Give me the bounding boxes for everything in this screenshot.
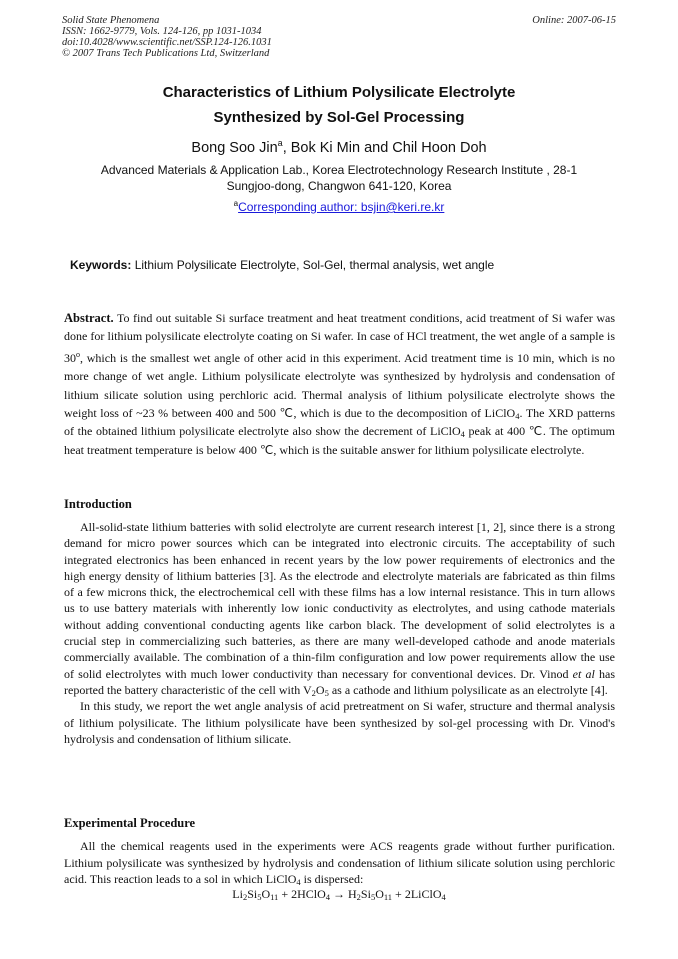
intro-text: as a cathode and lithium polysilicate as an electrolyte [4]. — [328, 682, 608, 697]
journal-header — [62, 15, 616, 59]
eq-part: + 2HClO — [278, 887, 326, 901]
experimental-heading: Experimental Procedure — [64, 816, 196, 830]
eq-part: Si — [360, 887, 371, 901]
doi-line: doi:10.4028/www.scientific.net/SSP.124-126.1031 — [62, 37, 272, 48]
eq-sub: 5 — [370, 892, 376, 902]
eq-sub: 11 — [383, 892, 393, 902]
other-authors: , Bok Ki Min and Chil Hoon Doh — [282, 139, 487, 156]
introduction-paragraph-1 — [64, 519, 615, 698]
introduction-body — [64, 519, 615, 747]
corresponding-author-link[interactable]: Corresponding author: bsjin@keri.re.kr — [238, 200, 445, 214]
experimental-body — [64, 838, 615, 888]
title-line-1: Characteristics of Lithium Polysilicate Electrolyte — [162, 84, 516, 101]
issn-line: ISSN: 1662-9779, Vols. 124-126, pp 1031-1034 — [62, 26, 262, 37]
keywords-text: Lithium Polysilicate Electrolyte, Sol-Gel, thermal analysis, wet angle — [131, 258, 495, 272]
eq-part: + 2LiClO — [392, 887, 442, 901]
intro-text: O — [315, 682, 325, 697]
eq-part: O — [261, 887, 271, 901]
intro-text: All-solid-state lithium batteries with solid electrolyte are current research interest [1, 2], since there is a strong demand for micro power sources which can be integrated into electronic circuits. The acceptability of such integrated electronics has been enhanced in recent years by the low power requirements of electronics and the high energy density of lithium batteries [3]. As the electrode and electrolyte materials are fabricated as thin films of a few microns thick, the electrochemical cell with these films has a low internal resistance. This in turn allows us to use battery materials with inherently low ionic conductivity as electrolytes, and using cathode materials without adding conventional conducting agents like carbon black. The development of solid electrolytes is a crucial step in commercializing such batteries, as there are many well-developed cathode and anode materials commercially available. The combination of a thin-film configuration and low power requirements allow the use of solid electrolytes with much lower conductivity than necessary for conventional devices. Dr. Vinod — [64, 520, 615, 681]
author-list — [40, 138, 638, 156]
journal-name: Solid State Phenomena — [62, 15, 160, 26]
abstract-text-4: peak at 400 ℃. The optimum heat treatment temperature is below 400 ℃, which is the suitable answer for lithium polysilicate electrolyte. — [64, 424, 615, 457]
eq-sub: 2 — [356, 892, 361, 902]
subscript: 4 — [460, 429, 465, 440]
keywords — [70, 258, 638, 272]
subscript: 4 — [515, 411, 520, 422]
eq-part: Si — [247, 887, 258, 901]
et-al: et al — [572, 666, 595, 681]
first-author-marker: a — [277, 138, 283, 148]
title-line-2: Synthesized by Sol-Gel Processing — [213, 109, 465, 126]
eq-part: O — [375, 887, 384, 901]
eq-sub: 11 — [270, 892, 279, 902]
experimental-text: is dispersed: — [300, 872, 364, 887]
affiliation-line-2: Sungjoo-dong, Changwon 641-120, Korea — [226, 178, 452, 193]
eq-part: → H — [330, 887, 357, 901]
copyright-line: © 2007 Trans Tech Publications Ltd, Switzerland — [62, 48, 270, 59]
corresponding-author — [40, 199, 638, 214]
abstract-text-1: To find out suitable Si surface treatment and heat treatment conditions, acid treatment of Si wafer was done for lithium polysilicate electrolyte coating on Si wafer. In case of HCl treatment, the wet angle of a sample is 30 — [64, 311, 615, 365]
eq-sub: 5 — [257, 892, 262, 902]
first-author: Bong Soo Jin — [191, 139, 278, 156]
keywords-label: Keywords: — [70, 258, 132, 272]
online-date: Online: 2007-06-15 — [532, 15, 616, 26]
eq-sub: 4 — [325, 892, 330, 902]
introduction-heading: Introduction — [64, 497, 132, 511]
subscript: 2 — [311, 687, 316, 698]
affiliation-line-1: Advanced Materials & Application Lab., Korea Electrotechnology Research Institute , 28-1 — [100, 163, 578, 177]
abstract-label: Abstract. — [64, 311, 114, 325]
degree-marker: o — [76, 349, 80, 359]
abstract-text-2: , which is the smallest wet angle of other acid in this experiment. Acid treatment time is 10 min, which is no more change of wet angle. Lithium polysilicate electrolyte was synthesized by hydrolysis and condensation of lithium silicate solution using perchloric acid. Thermal analysis of lithium polysilicate electrolyte shows the weight loss of ~23 % between 400 and 500 ℃, which is due to the decomposition of LiClO — [64, 350, 615, 421]
corresponding-marker: a — [233, 199, 239, 208]
experimental-text: All the chemical reagents used in the experiments were ACS reagents grade without further purification. Lithium polysilicate was synthesized by hydrolysis and condensation of lithium silicate solution using perchloric acid. This reaction leads to a sol in which LiClO — [64, 839, 615, 887]
reaction-equation — [0, 887, 678, 902]
affiliation — [60, 163, 618, 194]
intro-text: has reported the battery characteristic of the cell with V — [64, 666, 615, 697]
subscript: 4 — [296, 877, 301, 888]
subscript: 5 — [324, 687, 329, 698]
eq-sub: 4 — [441, 892, 446, 902]
eq-part: Li — [232, 887, 243, 901]
eq-sub: 2 — [242, 892, 248, 902]
paper-title — [40, 80, 638, 130]
abstract — [64, 309, 615, 459]
introduction-paragraph-2: In this study, we report the wet angle analysis of acid pretreatment on Si wafer, structure and thermal analysis of lithium polysilicate. The lithium polysilicate have been synthesized by sol-gel processing with Dr. Vinod's hydrolysis and condensation of lithium silicate. — [64, 699, 615, 746]
experimental-paragraph-1 — [64, 838, 615, 888]
abstract-text-3: . The XRD patterns of the obtained lithium polysilicate electrolyte also show the decrement of LiClO — [64, 406, 616, 439]
